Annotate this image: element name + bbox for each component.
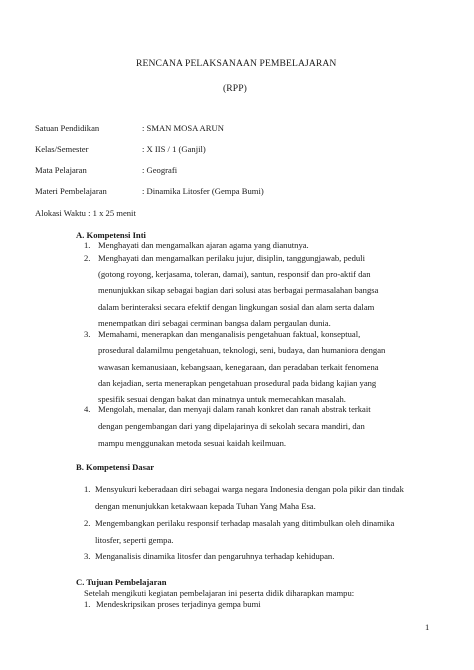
list-item-line: Mengolah, menalar, dan menyaji dalam ranah konkret dan ranah abstrak terkait — [98, 404, 371, 414]
section-c-intro: Setelah mengikuti kegiatan pembelajaran ini peserta didik diharapkan mampu: — [84, 588, 355, 598]
kelas-value: : X IIS / 1 (Ganjil) — [142, 144, 206, 154]
list-item-line: wawasan kemanusiaan, kebangsaan, kenegaraan, dan peradaban terkait fenomena — [98, 362, 379, 372]
kelas-label: Kelas/Semester — [35, 144, 89, 154]
list-item-line: litosfer, seperti gempa. — [95, 535, 174, 545]
list-item-number: 3. — [84, 329, 91, 339]
document-subtitle: (RPP) — [223, 83, 247, 94]
list-item-line: dan kejadian, serta menerapkan pengetahuan prosedural pada bidang kajian yang — [98, 378, 377, 388]
list-item-number: 2. — [84, 253, 91, 263]
section-a-heading: A. Kompetensi Inti — [76, 230, 146, 240]
list-item-number: 3. — [84, 551, 91, 561]
list-item-number: 4. — [84, 404, 91, 414]
list-item-line: Mendeskripsikan proses terjadinya gempa bumi — [96, 599, 261, 609]
list-item-line: prosedural dalamilmu pengetahuan, teknologi, seni, budaya, dan humaniora dengan — [98, 345, 386, 355]
list-item-number: 1. — [84, 484, 91, 494]
list-item-line: dengan pengembangan dari yang dipelajarinya di sekolah secara mandiri, dan — [98, 421, 365, 431]
materi-value: : Dinamika Litosfer (Gempa Bumi) — [142, 186, 264, 196]
mapel-value: : Geografi — [142, 165, 178, 175]
list-item-line: menempatkan diri sebagai cerminan bangsa dalam pergaulan dunia. — [98, 318, 331, 328]
list-item-line: spesifik sesuai dengan bakat dan minatnya untuk memecahkan masalah. — [98, 394, 346, 404]
page-number: 1 — [425, 622, 430, 632]
mapel-label: Mata Pelajaran — [35, 165, 87, 175]
list-item-line: dengan menunjukkan ketakwaan kepada Tuhan Yang Maha Esa. — [95, 501, 316, 511]
materi-label: Materi Pembelajaran — [35, 186, 107, 196]
list-item-line: menunjukkan sikap sebagai bagian dari solusi atas berbagai permasalahan bangsa — [98, 285, 379, 295]
list-item-line: dalam berinteraksi secara efektif dengan lingkungan sosial dan alam serta dalam — [98, 302, 375, 312]
section-c-heading: C. Tujuan Pembelajaran — [76, 577, 167, 587]
list-item-line: Mensyukuri keberadaan diri sebagai warga negara Indonesia dengan pola pikir dan tindak — [95, 484, 404, 494]
satuan-value: : SMAN MOSA ARUN — [142, 123, 224, 133]
list-item-line: Menghayati dan mengamalkan ajaran agama yang dianutnya. — [98, 240, 309, 250]
section-b-heading: B. Kompetensi Dasar — [76, 462, 155, 472]
alokasi-waktu: Alokasi Waktu : 1 x 25 menit — [35, 208, 136, 218]
list-item-line: Menghayati dan mengamalkan perilaku jujur, disiplin, tanggungjawab, peduli — [98, 253, 365, 263]
list-item-number: 2. — [84, 518, 91, 528]
list-item-line: mampu menggunakan metoda sesuai kaidah keilmuan. — [98, 438, 287, 448]
document-title: RENCANA PELAKSANAAN PEMBELAJARAN — [136, 58, 337, 69]
list-item-line: Menganalisis dinamika litosfer dan pengaruhnya terhadap kehidupan. — [95, 551, 335, 561]
list-item-number: 1. — [84, 599, 91, 609]
list-item-line: Memahami, menerapkan dan menganalisis pengetahuan faktual, konseptual, — [98, 329, 361, 339]
list-item-number: 1. — [84, 240, 91, 250]
list-item-line: Mengembangkan perilaku responsif terhadap masalah yang ditimbulkan oleh dinamika — [95, 518, 395, 528]
satuan-label: Satuan Pendidikan — [35, 123, 100, 133]
list-item-line: (gotong royong, kerjasama, toleran, damai), santun, responsif dan pro-aktif dan — [98, 269, 371, 279]
